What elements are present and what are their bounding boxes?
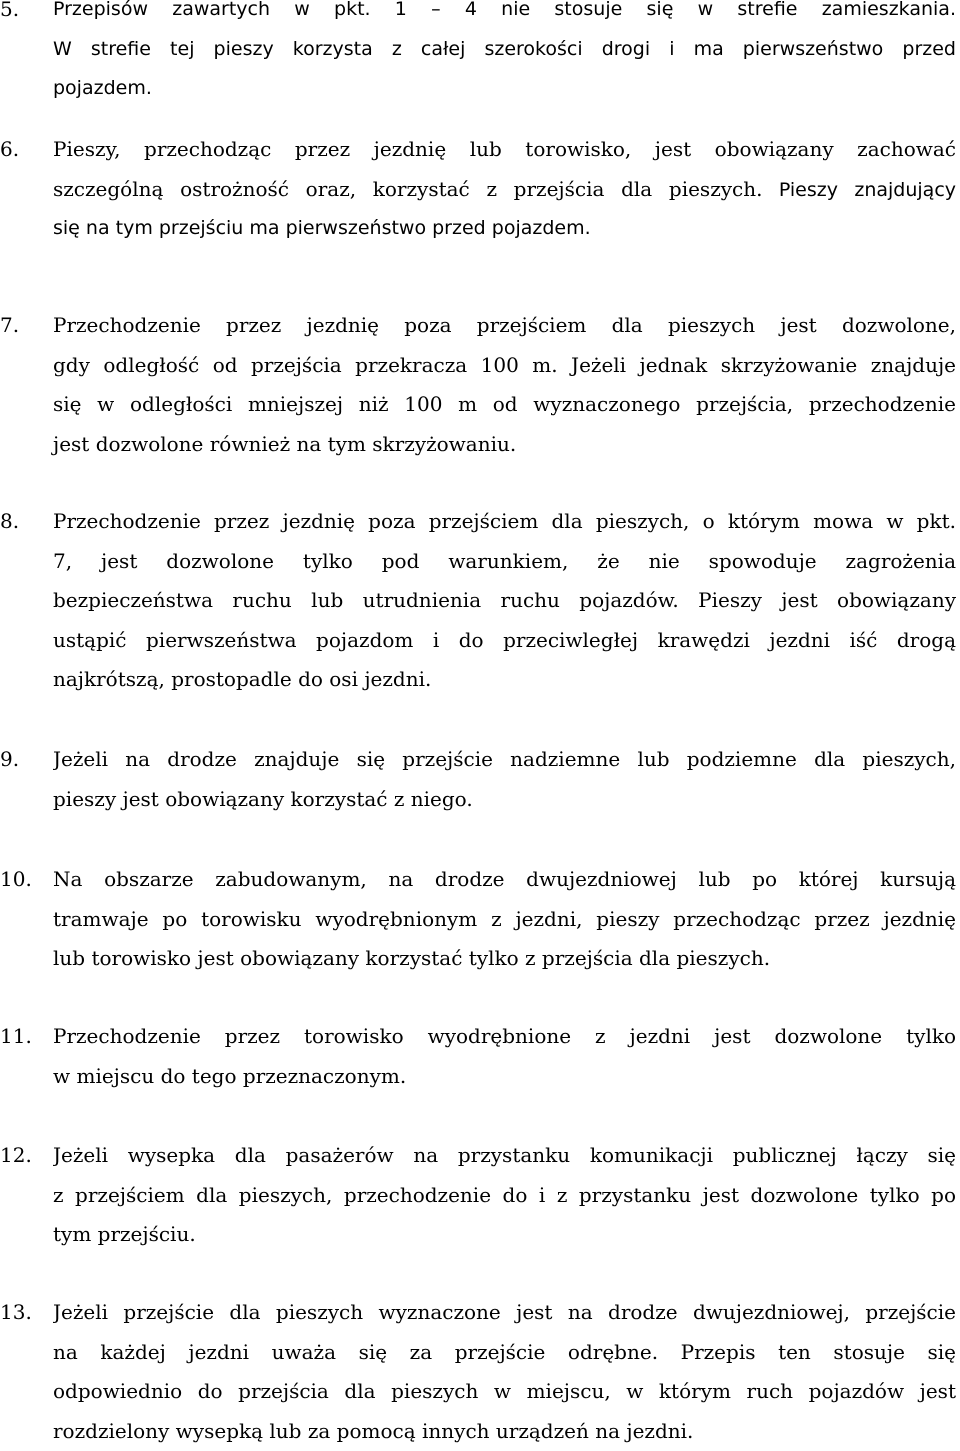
item-text: 7, jest dozwolone tylko pod warunkiem, że nie spowoduje zagrożenia: [53, 542, 956, 582]
text-line: [0, 170, 956, 210]
text-line: [0, 621, 956, 661]
list-item: [0, 740, 956, 819]
list-item: [0, 0, 956, 109]
item-text: [53, 170, 956, 210]
text-line: [0, 130, 956, 170]
item-number: 10.: [0, 860, 32, 900]
text-line: [0, 581, 956, 621]
item-number: 7.: [0, 306, 19, 346]
list-item: [0, 306, 956, 464]
list-item: [0, 1017, 956, 1096]
text-line: [0, 209, 956, 249]
item-text: Na obszarze zabudowanym, na drodze dwujezdniowej lub po której kursują: [53, 860, 956, 900]
text-line: [0, 860, 956, 900]
item-text: W strefie tej pieszy korzysta z całej szerokości drogi i ma pierwszeństwo przed: [53, 30, 956, 70]
item-text: się w odległości mniejszej niż 100 m od wyznaczonego przejścia, przechodzenie: [53, 385, 956, 425]
item-text: się na tym przejściu ma pierwszeństwo przed pojazdem.: [53, 209, 956, 249]
item-text: odpowiednio do przejścia dla pieszych w miejscu, w którym ruch pojazdów jest: [53, 1372, 956, 1412]
item-number: 11.: [0, 1017, 32, 1057]
item-text: gdy odległość od przejścia przekracza 100 m. Jeżeli jednak skrzyżowanie znajduje: [53, 346, 956, 386]
item-text: rozdzielony wysepką lub za pomocą innych urządzeń na jezdni.: [53, 1412, 956, 1451]
text-line: [0, 502, 956, 542]
text-line: [0, 1017, 956, 1057]
text-line: [0, 1136, 956, 1176]
text-line: [0, 780, 956, 820]
item-text: tym przejściu.: [53, 1215, 956, 1255]
item-text: Przepisów zawartych w pkt. 1 – 4 nie stosuje się w strefie zamieszkania.: [53, 0, 956, 30]
item-text: Pieszy, przechodząc przez jezdnię lub torowisko, jest obowiązany zachować: [53, 130, 956, 170]
item-text: Przechodzenie przez torowisko wyodrębnione z jezdni jest dozwolone tylko: [53, 1017, 956, 1057]
text-line: [0, 1372, 956, 1412]
item-text: pieszy jest obowiązany korzystać z niego.: [53, 780, 956, 820]
text-line: [0, 1293, 956, 1333]
list-item: [0, 1293, 956, 1451]
list-item: [0, 1136, 956, 1255]
item-text: pojazdem.: [53, 69, 956, 109]
item-text-segment: Pieszy znajdujący: [762, 179, 956, 201]
text-line: [0, 939, 956, 979]
item-text: najkrótszą, prostopadle do osi jezdni.: [53, 660, 956, 700]
text-line: [0, 900, 956, 940]
text-line: [0, 69, 956, 109]
item-text: na każdej jezdni uważa się za przejście odrębne. Przepis ten stosuje się: [53, 1333, 956, 1373]
text-line: [0, 30, 956, 70]
item-number: 9.: [0, 740, 19, 780]
item-text-segment: szczególną ostrożność oraz, korzystać z przejścia dla pieszych.: [53, 177, 762, 201]
item-number: 6.: [0, 130, 19, 170]
item-text: bezpieczeństwa ruchu lub utrudnienia ruchu pojazdów. Pieszy jest obowiązany: [53, 581, 956, 621]
text-line: [0, 740, 956, 780]
item-number: 8.: [0, 502, 19, 542]
item-text: Jeżeli wysepka dla pasażerów na przystanku komunikacji publicznej łączy się: [53, 1136, 956, 1176]
text-line: [0, 306, 956, 346]
text-line: [0, 1333, 956, 1373]
text-line: [0, 660, 956, 700]
text-line: [0, 385, 956, 425]
item-text: ustąpić pierwszeństwa pojazdom i do przeciwległej krawędzi jezdni iść drogą: [53, 621, 956, 661]
item-text: Przechodzenie przez jezdnię poza przejściem dla pieszych, o którym mowa w pkt.: [53, 502, 956, 542]
item-text: Przechodzenie przez jezdnię poza przejściem dla pieszych jest dozwolone,: [53, 306, 956, 346]
item-text: Jeżeli przejście dla pieszych wyznaczone jest na drodze dwujezdniowej, przejście: [53, 1293, 956, 1333]
text-line: [0, 346, 956, 386]
list-item: [0, 502, 956, 700]
text-line: [0, 1176, 956, 1216]
list-item: [0, 130, 956, 249]
text-line: [0, 542, 956, 582]
text-line: [0, 425, 956, 465]
item-text: lub torowisko jest obowiązany korzystać tylko z przejścia dla pieszych.: [53, 939, 956, 979]
item-number: 12.: [0, 1136, 32, 1176]
item-text: z przejściem dla pieszych, przechodzenie do i z przystanku jest dozwolone tylko po: [53, 1176, 956, 1216]
item-number: 13.: [0, 1293, 32, 1333]
text-line: [0, 1215, 956, 1255]
item-text: Jeżeli na drodze znajduje się przejście nadziemne lub podziemne dla pieszych,: [53, 740, 956, 780]
item-text: jest dozwolone również na tym skrzyżowaniu.: [53, 425, 956, 465]
text-line: [0, 1057, 956, 1097]
item-text: w miejscu do tego przeznaczonym.: [53, 1057, 956, 1097]
item-number: 5.: [0, 0, 19, 30]
text-line: [0, 1412, 956, 1451]
text-line: [0, 0, 956, 30]
item-text: tramwaje po torowisku wyodrębnionym z jezdni, pieszy przechodząc przez jezdnię: [53, 900, 956, 940]
list-item: [0, 860, 956, 979]
